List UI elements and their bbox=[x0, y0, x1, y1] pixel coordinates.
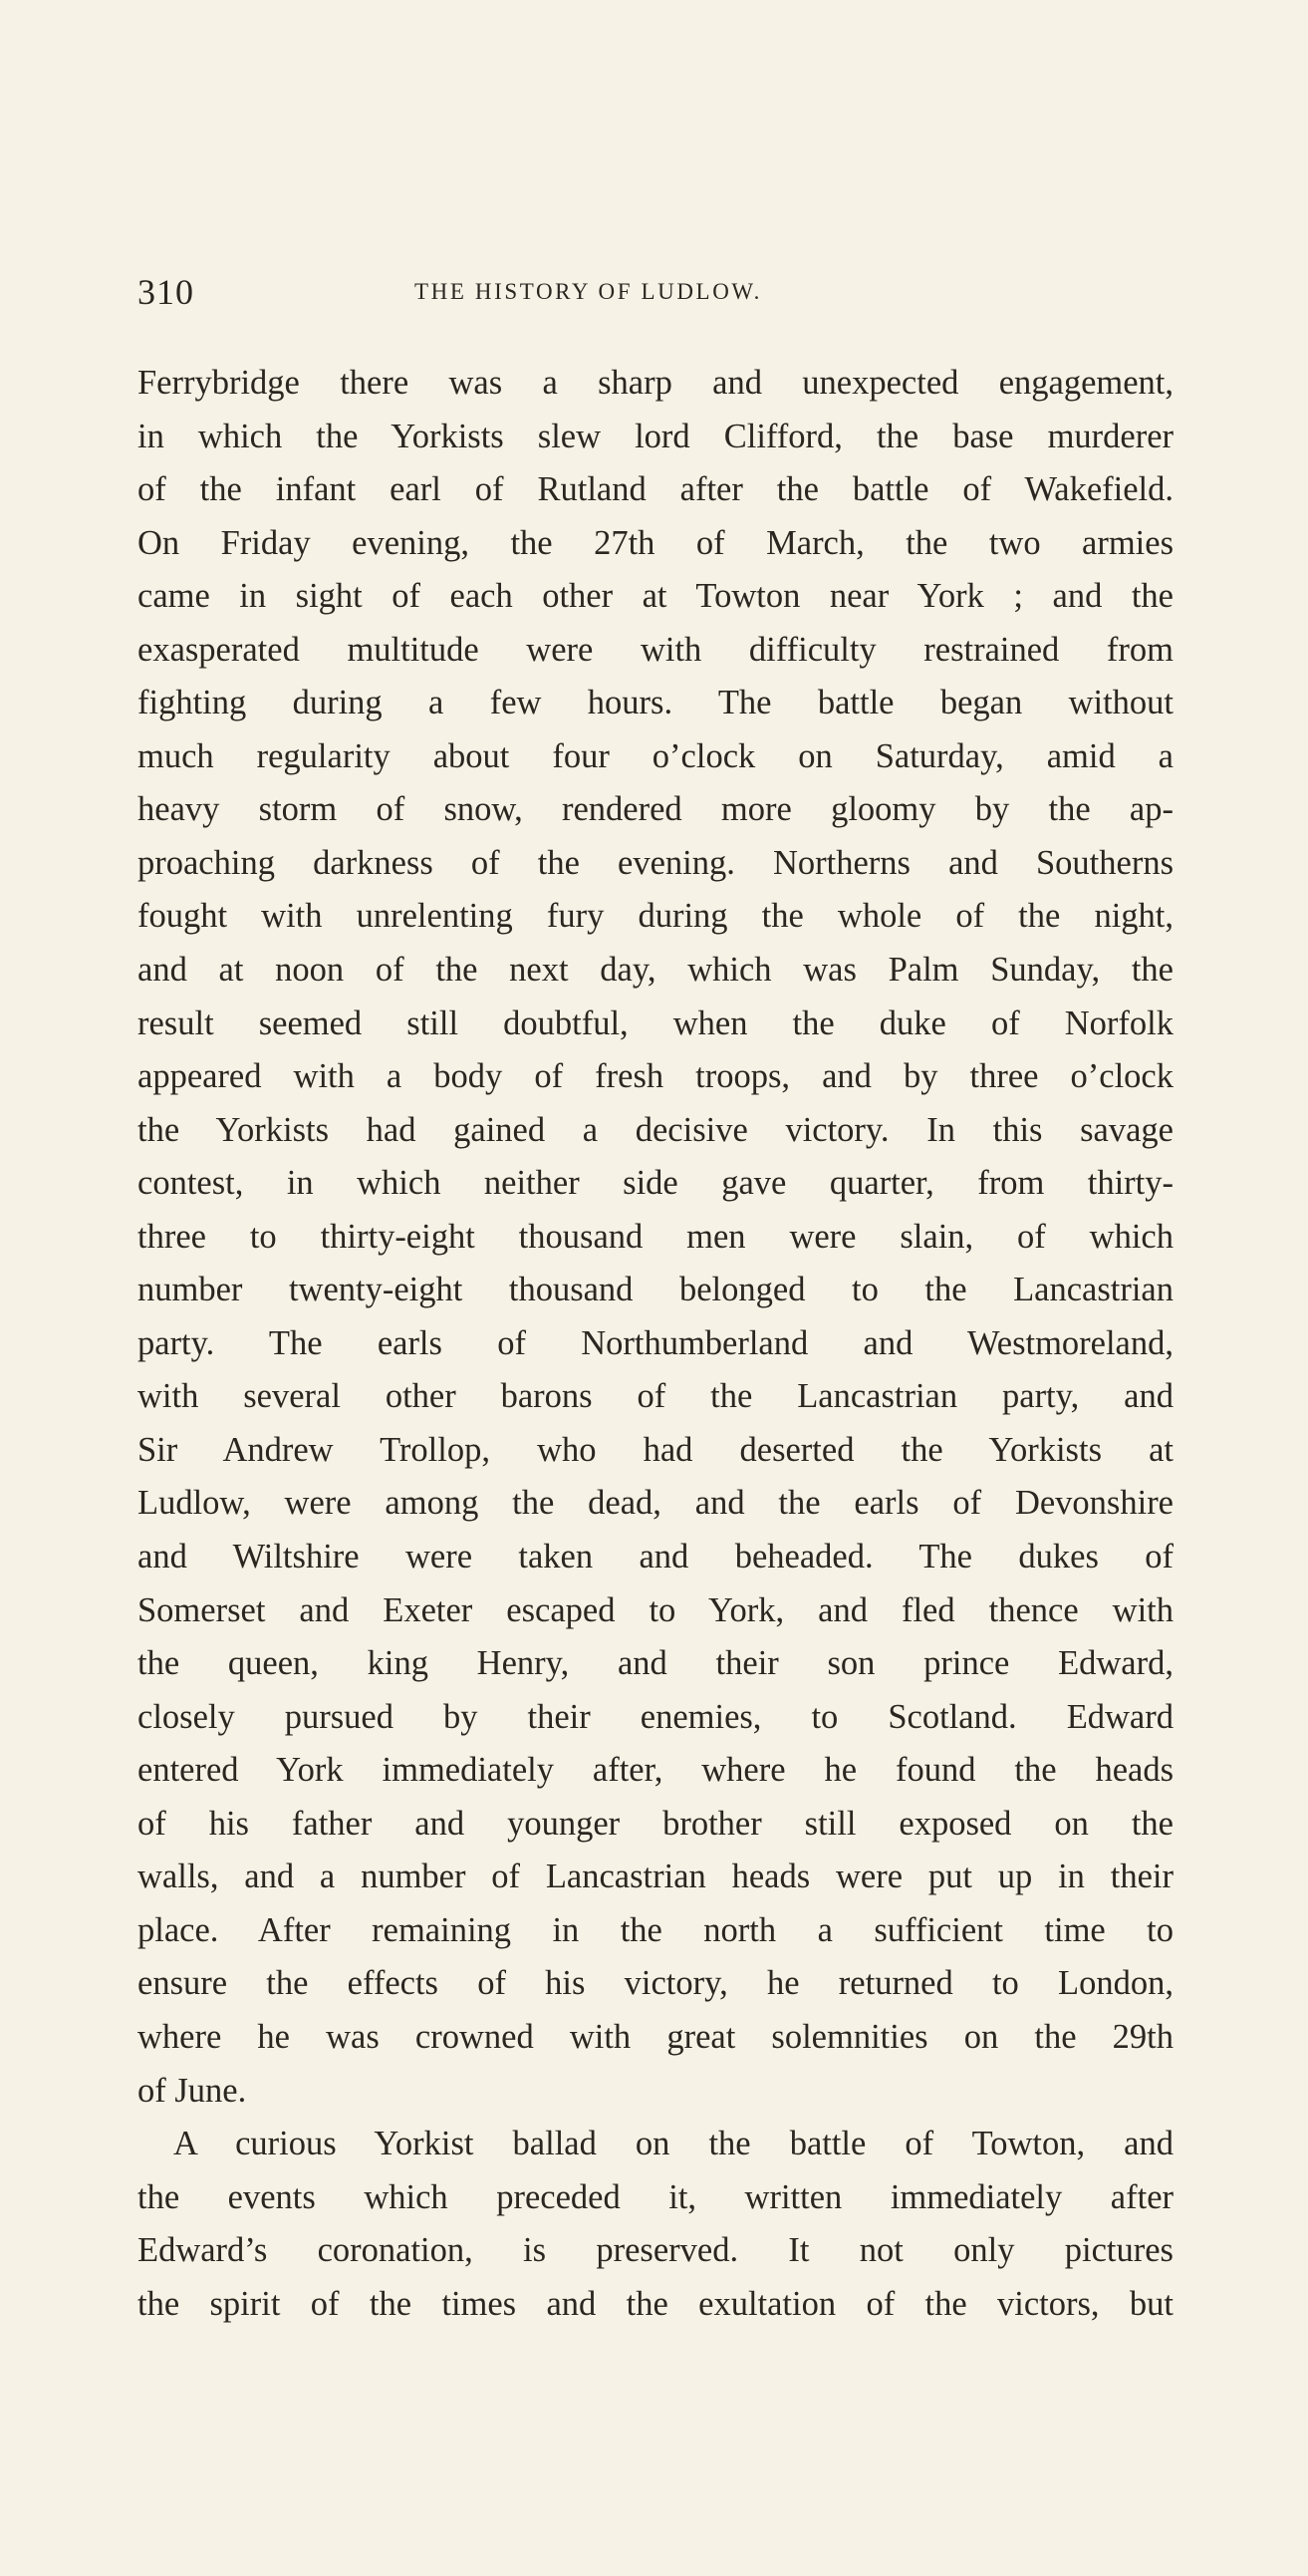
text-line: came in sight of each other at Towton near York ; and the bbox=[137, 577, 1174, 616]
text-line: number twenty-eight thousand belonged to the Lancastrian bbox=[137, 1271, 1174, 1309]
text-line: contest, in which neither side gave quarter, from thirty- bbox=[137, 1164, 1174, 1203]
text-line: the events which preceded it, written immediately after bbox=[137, 2177, 1174, 2216]
text-line: A curious Yorkist ballad on the battle of Towton, and bbox=[173, 2125, 1174, 2163]
text-line: appeared with a body of fresh troops, and by three o’clock bbox=[137, 1057, 1174, 1096]
text-line: the Yorkists had gained a decisive victory. In this savage bbox=[137, 1110, 1174, 1149]
text-line: Sir Andrew Trollop, who had deserted the Yorkists at bbox=[137, 1430, 1174, 1469]
text-line: three to thirty-eight thousand men were slain, of which bbox=[137, 1217, 1174, 1256]
text-line: with several other barons of the Lancastrian party, and bbox=[137, 1377, 1174, 1416]
text-line: and Wiltshire were taken and beheaded. The dukes of bbox=[137, 1538, 1174, 1576]
text-line: the spirit of the times and the exultation of the victors, but bbox=[137, 2284, 1174, 2323]
text-line: proaching darkness of the evening. Northerns and Southerns bbox=[137, 843, 1174, 882]
page-number: 310 bbox=[137, 272, 194, 312]
text-line: ensure the effects of his victory, he returned to London, bbox=[137, 1964, 1174, 2003]
text-line: Ludlow, were among the dead, and the earls of Devonshire bbox=[137, 1484, 1174, 1523]
text-line: Edward’s coronation, is preserved. It not only pictures bbox=[137, 2231, 1174, 2270]
body-text bbox=[137, 357, 1174, 2331]
text-line: exasperated multitude were with difficulty restrained from bbox=[137, 630, 1174, 669]
text-line: fighting during a few hours. The battle began without bbox=[137, 684, 1174, 722]
text-line: and at noon of the next day, which was Palm Sunday, the bbox=[137, 951, 1174, 990]
paragraph bbox=[137, 357, 1174, 2118]
text-line: of his father and younger brother still exposed on the bbox=[137, 1804, 1174, 1843]
text-line: closely pursued by their enemies, to Scotland. Edward bbox=[137, 1697, 1174, 1736]
text-line: much regularity about four o’clock on Saturday, amid a bbox=[137, 736, 1174, 775]
text-line: place. After remaining in the north a sufficient time to bbox=[137, 1910, 1174, 1949]
text-line: where he was crowned with great solemnities on the 29th bbox=[137, 2017, 1174, 2056]
text-line: result seemed still doubtful, when the duke of Norfolk bbox=[137, 1003, 1174, 1042]
text-line: On Friday evening, the 27th of March, the two armies bbox=[137, 523, 1174, 562]
text-line: heavy storm of snow, rendered more gloomy by the ap- bbox=[137, 790, 1174, 829]
text-line: in which the Yorkists slew lord Clifford, the base murderer bbox=[137, 417, 1174, 455]
running-head: THE HISTORY OF LUDLOW. bbox=[414, 279, 762, 304]
text-line: party. The earls of Northumberland and Westmoreland, bbox=[137, 1323, 1174, 1362]
text-line: of June. bbox=[137, 2071, 247, 2110]
text-line: the queen, king Henry, and their son prince Edward, bbox=[137, 1644, 1174, 1683]
text-line: walls, and a number of Lancastrian heads were put up in their bbox=[137, 1858, 1174, 1896]
text-line: Somerset and Exeter escaped to York, and fled thence with bbox=[137, 1590, 1174, 1629]
text-line: of the infant earl of Rutland after the battle of Wakefield. bbox=[137, 470, 1174, 509]
text-line: Ferrybridge there was a sharp and unexpected engagement, bbox=[137, 364, 1174, 402]
text-line: fought with unrelenting fury during the whole of the night, bbox=[137, 897, 1174, 936]
paragraph bbox=[137, 2118, 1174, 2331]
text-line: entered York immediately after, where he found the heads bbox=[137, 1751, 1174, 1790]
page-header bbox=[137, 271, 1174, 321]
